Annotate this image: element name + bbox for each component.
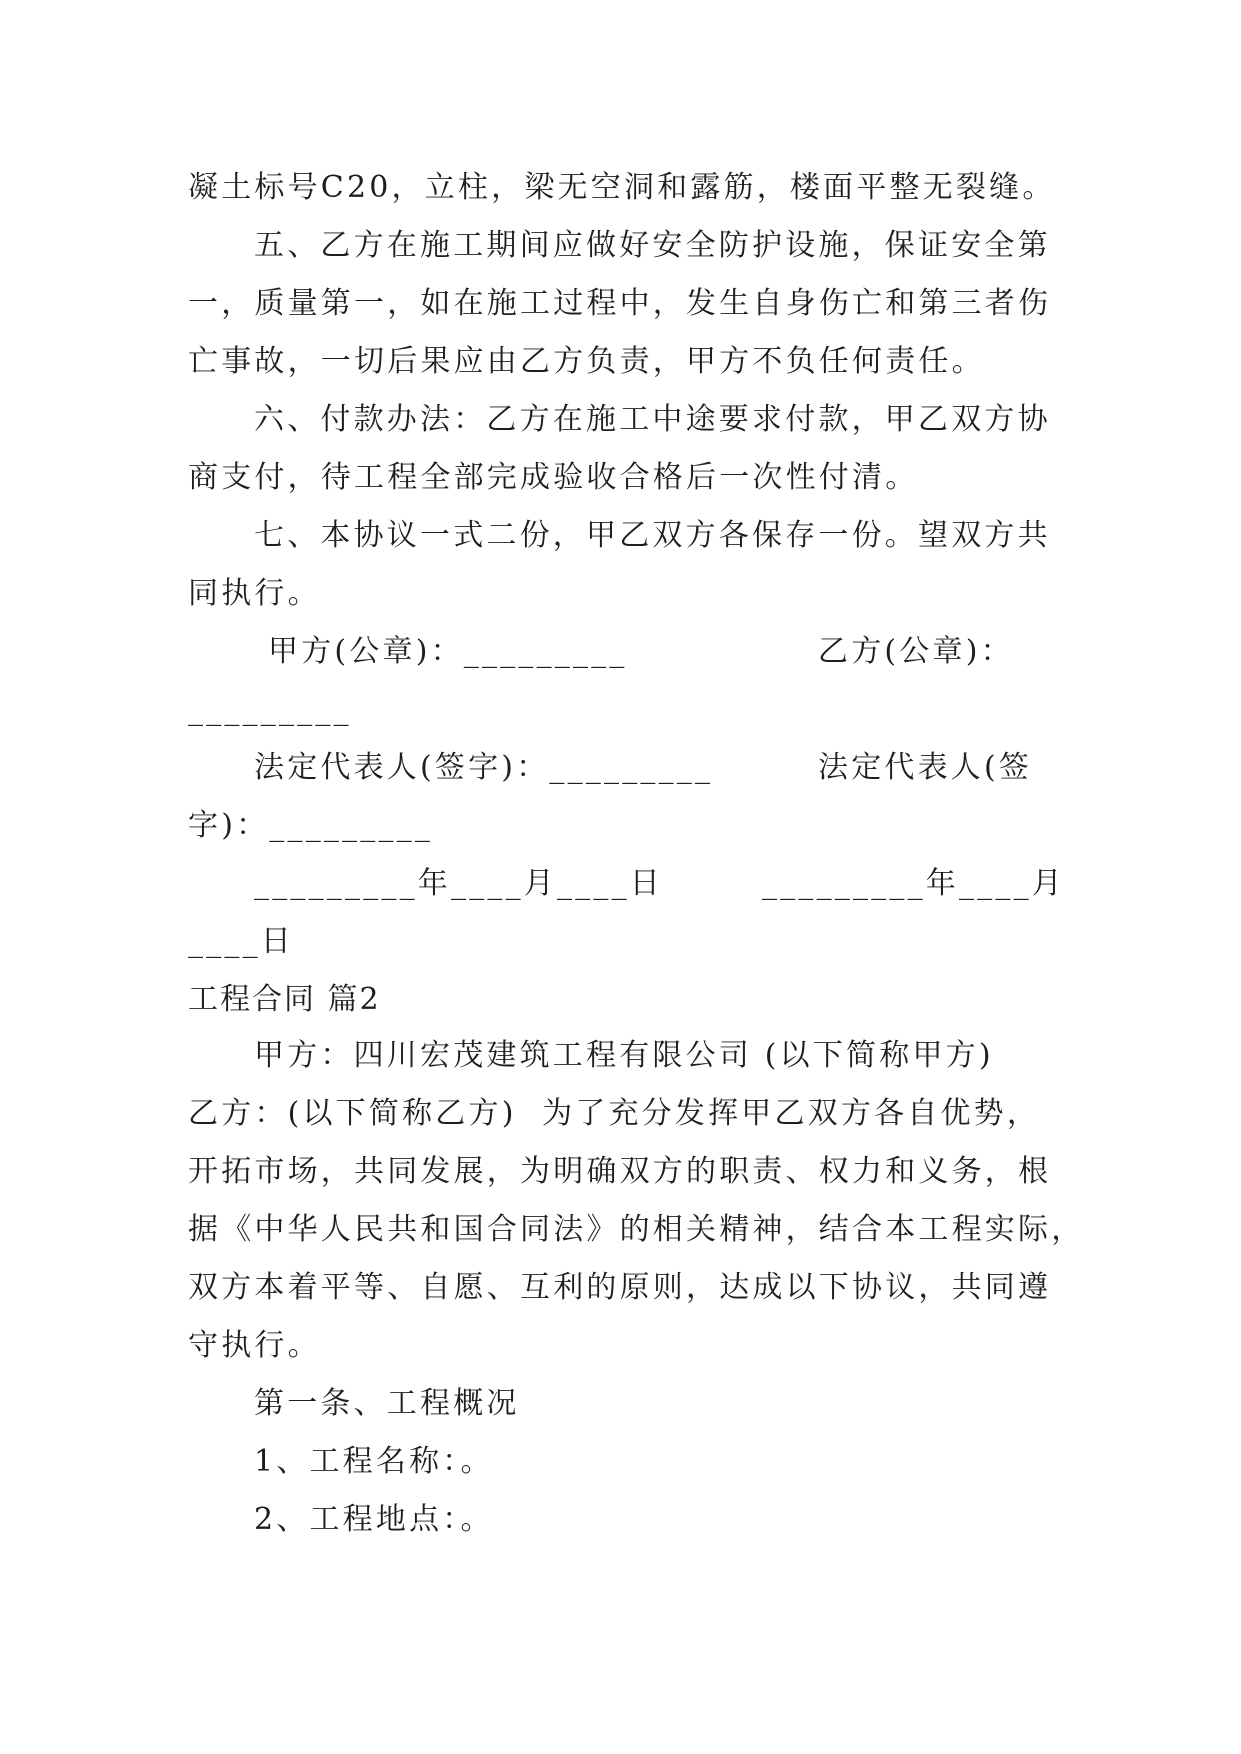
paragraph-line: 守执行。 [188,1328,321,1363]
party-b-rep-blank: 字)：_________ [188,808,434,843]
paragraph-line: 五、乙方在施工期间应做好安全防护设施，保证安全第 [254,228,1051,263]
list-item: 2、工程地点：。 [254,1502,494,1537]
paragraph-line: 开拓市场，共同发展，为明确双方的职责、权力和义务，根 [188,1154,1052,1189]
list-item: 1、工程名称：。 [254,1444,494,1479]
paragraph-line: 七、本协议一式二份，甲乙双方各保存一份。望双方共 [254,518,1051,553]
paragraph-line: 乙方：(以下简称乙方) 为了充分发挥甲乙双方各自优势， [188,1096,1041,1131]
paragraph-line: 双方本着平等、自愿、互利的原则，达成以下协议，共同遵 [188,1270,1052,1305]
paragraph-line: 一，质量第一，如在施工过程中，发生自身伤亡和第三者伤 [188,286,1052,321]
party-b-date-day: ____日 [188,924,294,959]
party-a-seal-line: 甲方(公章)：_________ [268,634,628,669]
party-b-rep-label: 法定代表人(签 [818,750,1033,785]
section-heading: 工程合同 篇2 [188,982,381,1017]
party-b-date-line: _________年____月 [762,866,1065,901]
article-heading: 第一条、工程概况 [254,1386,520,1421]
party-a-rep-line: 法定代表人(签字)：_________ [254,750,714,785]
paragraph-line: 六、付款办法：乙方在施工中途要求付款，甲乙双方协 [254,402,1051,437]
party-b-seal-blank: _________ [188,692,352,727]
paragraph-line: 亡事故，一切后果应由乙方负责，甲方不负任何责任。 [188,344,985,379]
paragraph-line: 甲方：四川宏茂建筑工程有限公司 (以下简称甲方) [254,1038,994,1073]
paragraph-line: 凝土标号C20，立柱，梁无空洞和露筋，楼面平整无裂缝。 [188,170,1056,205]
party-b-seal-label: 乙方(公章)： [818,634,1014,669]
paragraph-line: 商支付，待工程全部完成验收合格后一次性付清。 [188,460,919,495]
paragraph-line: 同执行。 [188,576,321,611]
party-a-date-line: _________年____月____日 [254,866,663,901]
paragraph-line: 据《中华人民共和国合同法》的相关精神，结合本工程实际， [188,1212,1085,1247]
